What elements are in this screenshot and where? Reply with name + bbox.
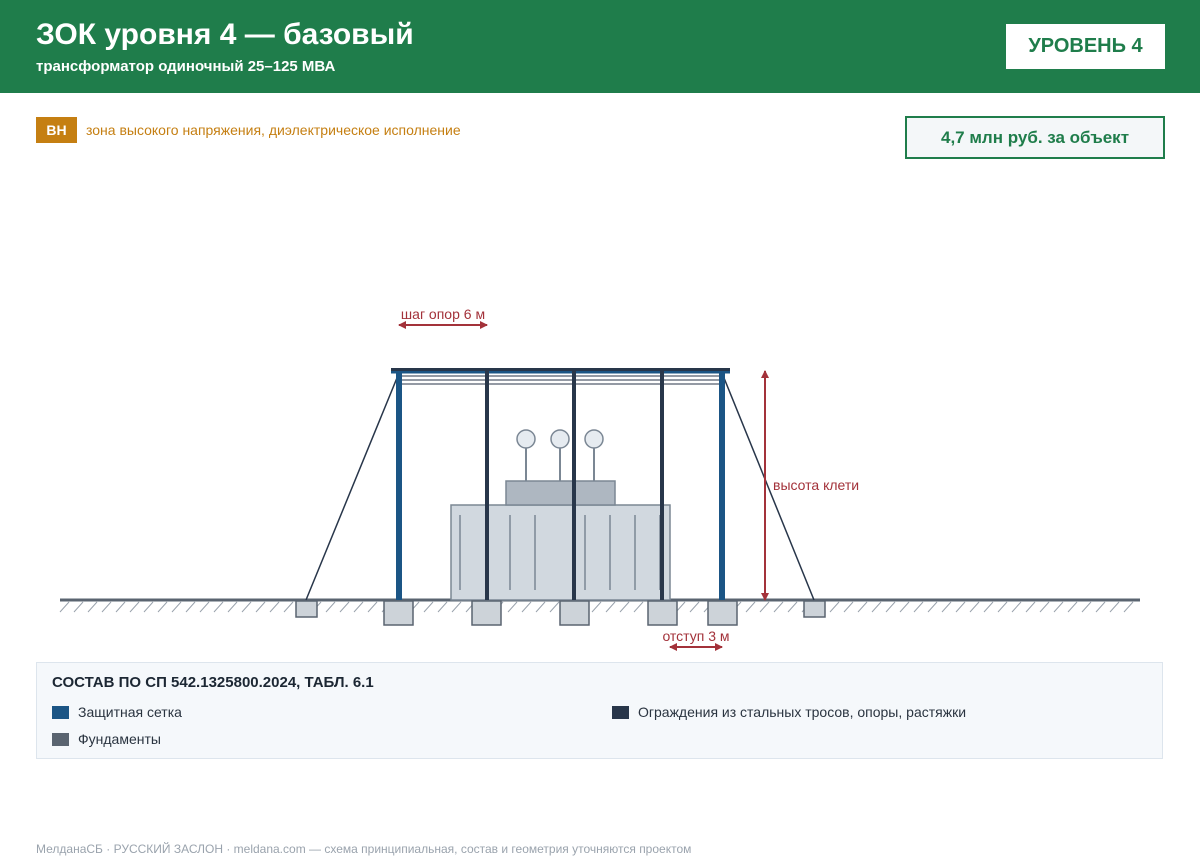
ground-hatch-stroke bbox=[116, 602, 125, 612]
zone-tag: ВН bbox=[36, 117, 77, 143]
post-foundation bbox=[384, 601, 413, 625]
ground-hatch-stroke bbox=[956, 602, 965, 612]
guy-anchor-foundation bbox=[804, 601, 825, 617]
ground-hatch-stroke bbox=[1068, 602, 1077, 612]
ground-hatch-stroke bbox=[1040, 602, 1049, 612]
guy-wire-left bbox=[306, 373, 399, 600]
transformer bbox=[451, 430, 670, 600]
ground-hatch-stroke bbox=[550, 602, 559, 612]
foundations bbox=[296, 601, 825, 625]
ground-hatch-stroke bbox=[284, 602, 293, 612]
ground-hatch-stroke bbox=[928, 602, 937, 612]
legend-label: Ограждения из стальных тросов, опоры, растяжки bbox=[638, 704, 967, 720]
ground-hatch-stroke bbox=[844, 602, 853, 612]
post-foundation bbox=[560, 601, 589, 625]
ground-hatch-stroke bbox=[1054, 602, 1063, 612]
level-badge: УРОВЕНЬ 4 bbox=[1006, 24, 1165, 69]
post-foundation bbox=[472, 601, 501, 625]
ground-hatch-stroke bbox=[900, 602, 909, 612]
ground-hatch-stroke bbox=[592, 602, 601, 612]
ground-hatching bbox=[60, 602, 1133, 612]
footer-note: МелданаСБ · РУССКИЙ ЗАСЛОН · meldana.com — схема принципиальная, состав и геометрия уточняются проектом bbox=[36, 842, 692, 856]
ground-hatch-stroke bbox=[620, 602, 629, 612]
ground-hatch-stroke bbox=[74, 602, 83, 612]
legend-panel bbox=[36, 662, 1163, 759]
ground-hatch-stroke bbox=[144, 602, 153, 612]
ground-hatch-stroke bbox=[942, 602, 951, 612]
ground-hatch-stroke bbox=[130, 602, 139, 612]
ground-hatch-stroke bbox=[60, 602, 69, 612]
page-subtitle: трансформатор одиночный 25–125 МВА bbox=[36, 58, 336, 75]
ground-hatch-stroke bbox=[606, 602, 615, 612]
guy-anchor-foundation bbox=[296, 601, 317, 617]
ground-hatch-stroke bbox=[326, 602, 335, 612]
ground-hatch-stroke bbox=[508, 602, 517, 612]
legend-item-net bbox=[52, 704, 182, 720]
post-foundation bbox=[708, 601, 737, 625]
ground-hatch-stroke bbox=[886, 602, 895, 612]
ground-hatch-stroke bbox=[186, 602, 195, 612]
legend-item-cables bbox=[612, 704, 966, 720]
ground-hatch-stroke bbox=[788, 602, 797, 612]
ground-hatch-stroke bbox=[522, 602, 531, 612]
transformer-bushings bbox=[517, 430, 603, 481]
ground-hatch-stroke bbox=[158, 602, 167, 612]
ground-hatch-stroke bbox=[970, 602, 979, 612]
ground-hatch-stroke bbox=[172, 602, 181, 612]
bushing-insulator bbox=[551, 430, 569, 448]
legend-swatch-net bbox=[52, 706, 69, 719]
ground-hatch-stroke bbox=[1012, 602, 1021, 612]
ground-hatch-stroke bbox=[1026, 602, 1035, 612]
zone-description: зона высокого напряжения, диэлектрическое исполнение bbox=[86, 122, 461, 138]
ground-hatch-stroke bbox=[368, 602, 377, 612]
dimension-height-label: высота клети bbox=[773, 477, 860, 493]
transformer-cover bbox=[506, 481, 615, 505]
ground-hatch-stroke bbox=[914, 602, 923, 612]
top-cables bbox=[399, 376, 722, 384]
ground-hatch-stroke bbox=[1082, 602, 1091, 612]
ground-hatch-stroke bbox=[998, 602, 1007, 612]
ground-hatch-stroke bbox=[634, 602, 643, 612]
legend-swatch-cables bbox=[612, 706, 629, 719]
ground-hatch-stroke bbox=[858, 602, 867, 612]
ground-hatch-stroke bbox=[774, 602, 783, 612]
ground-hatch-stroke bbox=[438, 602, 447, 612]
ground-hatch-stroke bbox=[200, 602, 209, 612]
ground-hatch-stroke bbox=[214, 602, 223, 612]
legend-title: СОСТАВ ПО СП 542.1325800.2024, ТАБЛ. 6.1 bbox=[52, 674, 374, 691]
legend-label: Защитная сетка bbox=[78, 704, 182, 720]
legend-item-foundations bbox=[52, 731, 161, 747]
ground-hatch-stroke bbox=[746, 602, 755, 612]
ground-hatch-stroke bbox=[1124, 602, 1133, 612]
dimension-offset-label: отступ 3 м bbox=[662, 628, 730, 644]
page-title: ЗОК уровня 4 — базовый bbox=[36, 18, 414, 51]
bushing-insulator bbox=[517, 430, 535, 448]
ground-hatch-stroke bbox=[88, 602, 97, 612]
price-box: 4,7 млн руб. за объект bbox=[905, 116, 1165, 159]
bushing-insulator bbox=[585, 430, 603, 448]
ground-hatch-stroke bbox=[228, 602, 237, 612]
dimension-span-label: шаг опор 6 м bbox=[400, 306, 486, 322]
ground-hatch-stroke bbox=[984, 602, 993, 612]
ground-hatch-stroke bbox=[452, 602, 461, 612]
dimension-height bbox=[765, 371, 859, 600]
ground-hatch-stroke bbox=[690, 602, 699, 612]
ground-hatch-stroke bbox=[256, 602, 265, 612]
ground-hatch-stroke bbox=[1110, 602, 1119, 612]
ground-hatch-stroke bbox=[354, 602, 363, 612]
legend-label: Фундаменты bbox=[78, 731, 161, 747]
top-beam-cap bbox=[391, 368, 730, 371]
ground-hatch-stroke bbox=[242, 602, 251, 612]
dimension-offset bbox=[662, 628, 729, 647]
ground-hatch-stroke bbox=[1096, 602, 1105, 612]
ground-hatch-stroke bbox=[340, 602, 349, 612]
post-foundation bbox=[648, 601, 677, 625]
transformer-tank bbox=[451, 505, 670, 600]
ground-hatch-stroke bbox=[102, 602, 111, 612]
ground-hatch-stroke bbox=[270, 602, 279, 612]
legend-swatch-foundations bbox=[52, 733, 69, 746]
ground-hatch-stroke bbox=[536, 602, 545, 612]
ground-hatch-stroke bbox=[760, 602, 769, 612]
ground-hatch-stroke bbox=[872, 602, 881, 612]
ground-hatch-stroke bbox=[424, 602, 433, 612]
ground-hatch-stroke bbox=[830, 602, 839, 612]
dimension-span bbox=[399, 306, 487, 325]
